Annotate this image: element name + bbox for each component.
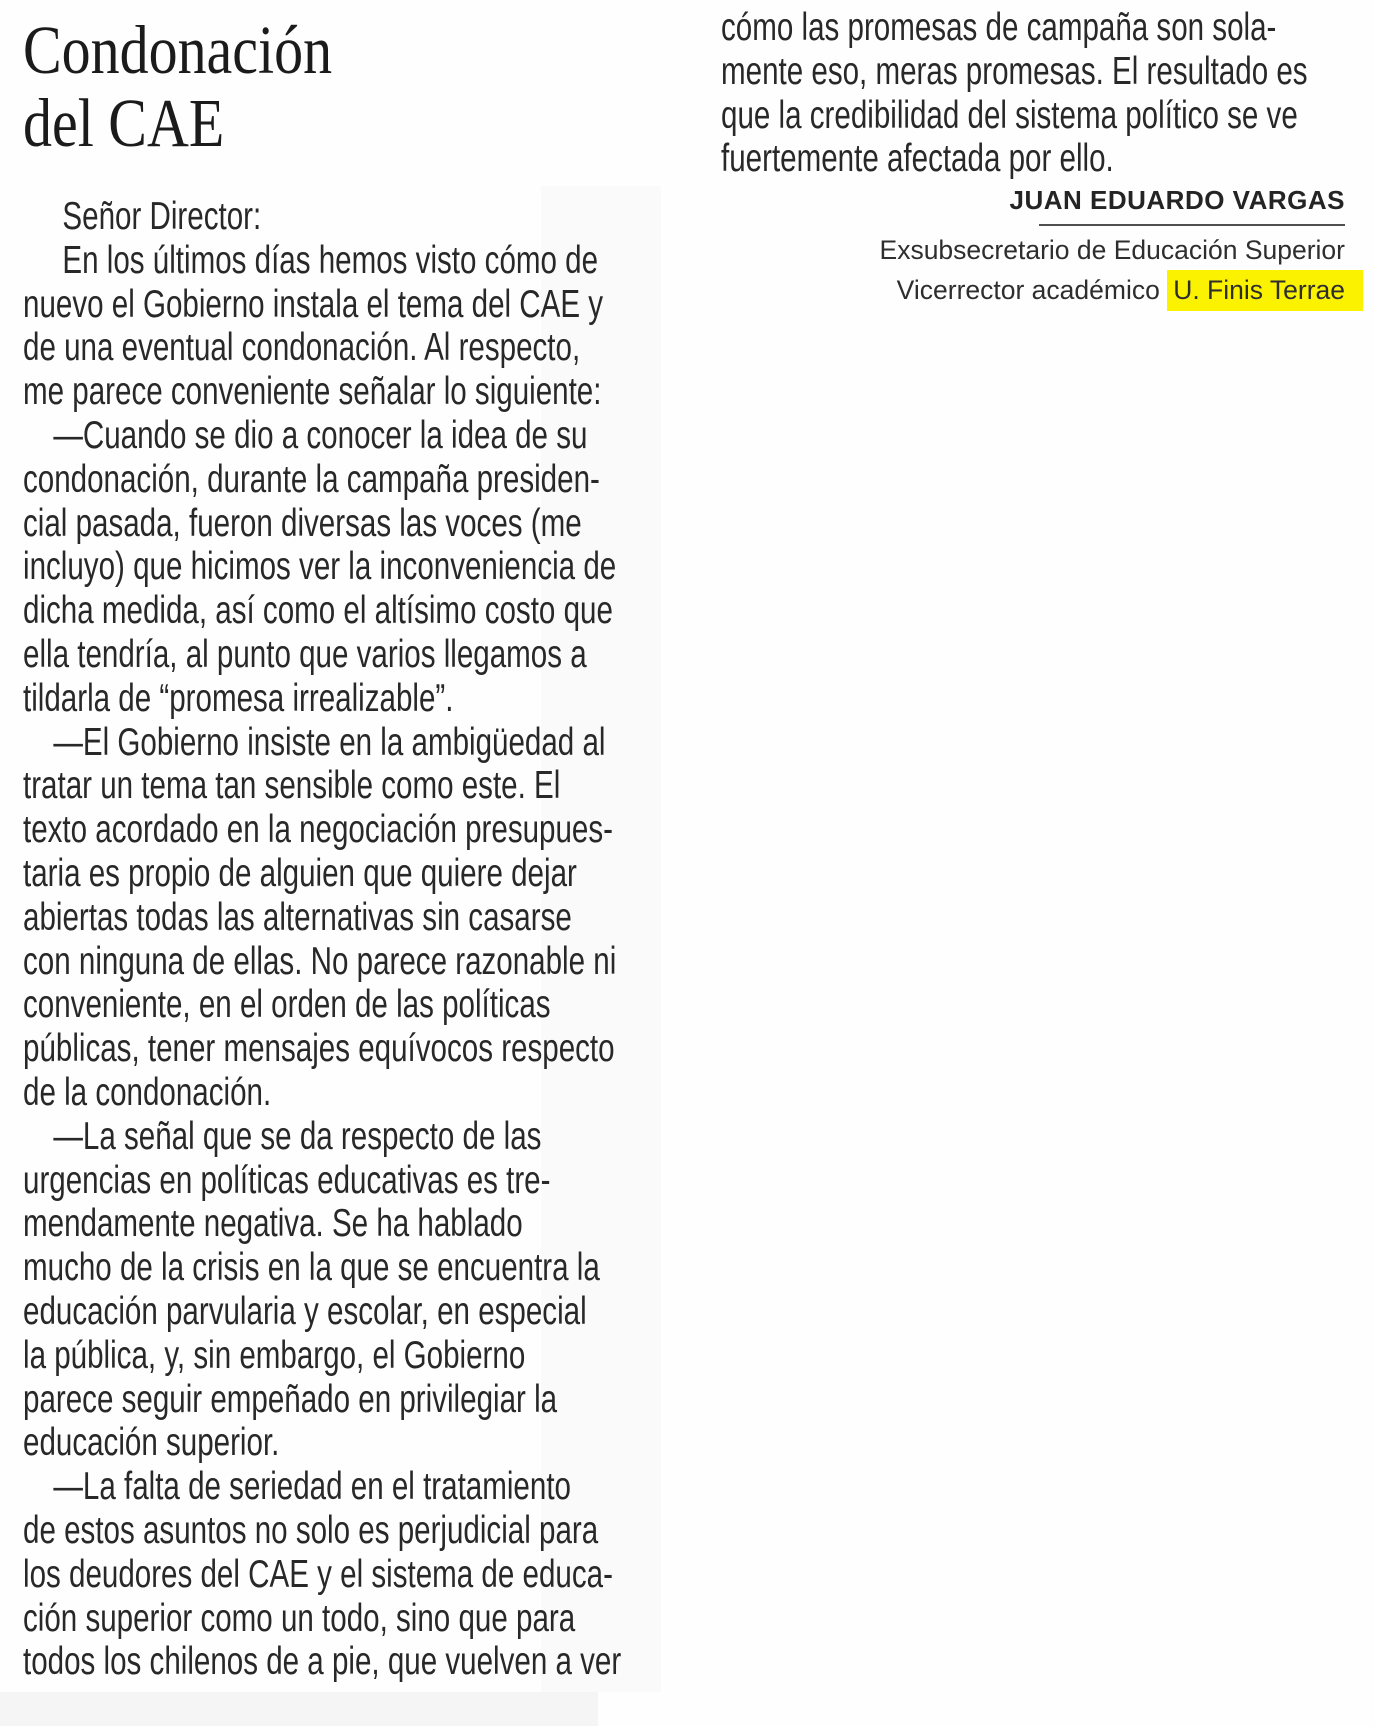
text-line: texto acordado en la negociación presupues- xyxy=(23,808,614,852)
signature-block xyxy=(721,180,1345,310)
text-line: los deudores del CAE y el sistema de educa- xyxy=(23,1552,613,1596)
text-line: —La señal que se da respecto de las xyxy=(53,1114,542,1158)
text-line: públicas, tener mensajes equívocos respecto xyxy=(23,1027,615,1071)
signature-divider xyxy=(1039,224,1345,226)
right-column-text xyxy=(721,6,1308,181)
text-line: de estos asuntos no solo es perjudicial para xyxy=(23,1508,599,1552)
text-line: mente eso, meras promesas. El resultado es xyxy=(721,49,1308,93)
text-line: mendamente negativa. Se ha hablado xyxy=(23,1202,523,1246)
text-line: condonación, durante la campaña presiden- xyxy=(23,457,600,501)
text-line: cial pasada, fueron diversas las voces (me xyxy=(23,501,582,545)
text-line: conveniente, en el orden de las políticas xyxy=(23,983,551,1027)
text-line: tildarla de “promesa irrealizable”. xyxy=(23,676,454,720)
text-line: taria es propio de alguien que quiere dejar xyxy=(23,851,577,895)
text-line: con ninguna de ellas. No parece razonable ni xyxy=(23,939,617,983)
author-role-line-2-text: Vicerrector académico xyxy=(896,275,1168,305)
text-line: dicha medida, así como el altísimo costo que xyxy=(23,589,613,633)
text-line: —La falta de seriedad en el tratamiento xyxy=(53,1465,571,1509)
text-line: que la credibilidad del sistema político se ve xyxy=(721,93,1298,137)
text-line: —Cuando se dio a conocer la idea de su xyxy=(53,413,588,457)
author-role-line-2 xyxy=(721,270,1345,310)
scan-bottom-shading xyxy=(0,1692,598,1726)
text-line: Señor Director: xyxy=(62,195,262,238)
text-line: me parece conveniente señalar lo siguiente: xyxy=(23,370,602,414)
text-line: incluyo) que hicimos ver la inconveniencia de xyxy=(23,545,617,589)
text-line: la pública, y, sin embargo, el Gobierno xyxy=(23,1333,526,1377)
text-line: En los últimos días hemos visto cómo de xyxy=(62,238,599,282)
text-line: abiertas todas las alternativas sin casarse xyxy=(23,895,572,939)
author-role-line-1: Exsubsecretario de Educación Superior xyxy=(879,235,1345,265)
article-title-line-1: Condonación xyxy=(23,12,333,88)
left-column-text xyxy=(23,195,621,1684)
text-line: mucho de la crisis en la que se encuentra la xyxy=(23,1246,600,1290)
text-line: urgencias en políticas educativas es tre- xyxy=(23,1158,551,1202)
text-line: nuevo el Gobierno instala el tema del CAE y xyxy=(23,282,604,326)
highlighted-affiliation: U. Finis Terrae xyxy=(1167,270,1363,311)
text-line: educación superior. xyxy=(23,1421,280,1465)
text-line: de una eventual condonación. Al respecto, xyxy=(23,326,581,370)
text-line: fuertemente afectada por ello. xyxy=(721,137,1114,181)
text-line: cómo las promesas de campaña son sola- xyxy=(721,6,1277,49)
text-line: ella tendría, al punto que varios llegamos a xyxy=(23,632,587,676)
text-line: parece seguir empeñado en privilegiar la xyxy=(23,1377,558,1421)
author-name: JUAN EDUARDO VARGAS xyxy=(1009,185,1345,215)
article-title xyxy=(23,14,332,160)
text-line: ción superior como un todo, sino que para xyxy=(23,1596,576,1640)
article-title-line-2: del CAE xyxy=(23,85,225,161)
text-line: todos los chilenos de a pie, que vuelven a ver xyxy=(23,1640,622,1684)
text-line: tratar un tema tan sensible como este. El xyxy=(23,764,561,808)
text-line: —El Gobierno insiste en la ambigüedad al xyxy=(53,720,606,764)
text-line: educación parvularia y escolar, en especial xyxy=(23,1289,587,1333)
text-line: de la condonación. xyxy=(23,1070,272,1114)
